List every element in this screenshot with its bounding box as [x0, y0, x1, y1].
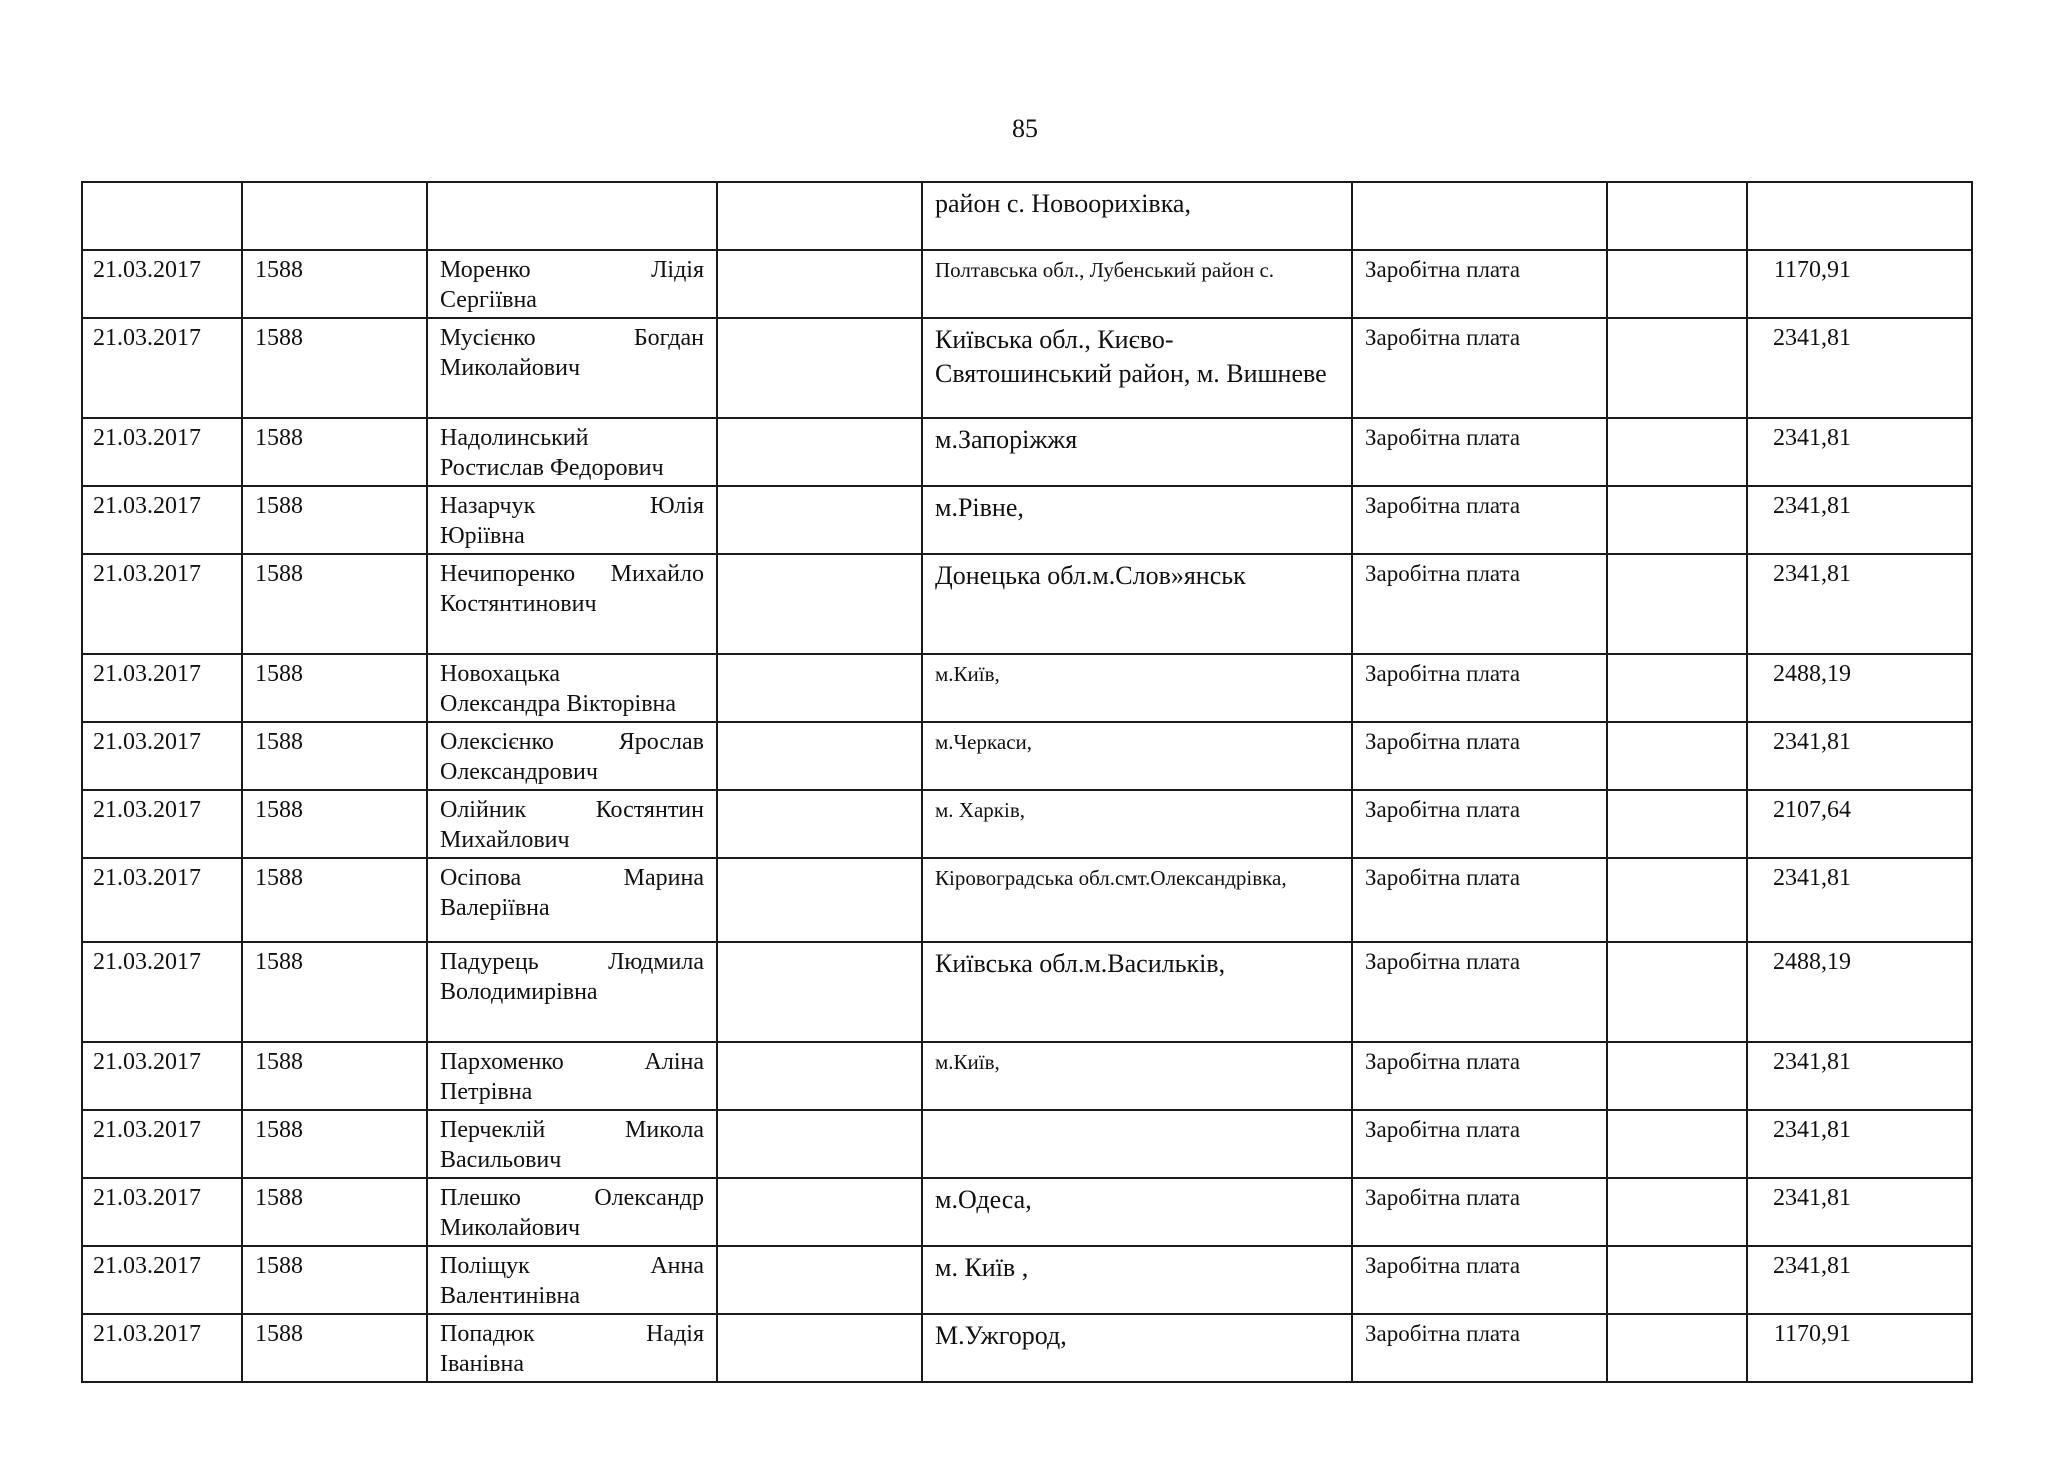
doc-number-text: 1588	[255, 661, 303, 687]
amount-cell	[1747, 1110, 1972, 1178]
name-cell	[427, 418, 717, 486]
doc-number-text: 1588	[255, 865, 303, 891]
payment-type-cell	[1352, 942, 1607, 1042]
amount-text: 1170,91	[1773, 1321, 1851, 1347]
address-text: м.Черкаси,	[935, 730, 1033, 754]
doc-number-text: 1588	[255, 325, 303, 351]
date-cell	[82, 654, 242, 722]
redacted-id-cell	[717, 722, 922, 790]
redacted-id-cell	[717, 1314, 922, 1382]
table-row	[82, 722, 1972, 790]
doc-number-cell	[242, 654, 427, 722]
amount-cell	[1747, 182, 1972, 250]
name-line-2: Ростислав Федорович	[440, 455, 664, 481]
amount-cell	[1747, 1042, 1972, 1110]
amount-cell	[1747, 1178, 1972, 1246]
amount-cell	[1747, 790, 1972, 858]
amount-text: 2341,81	[1773, 1185, 1851, 1211]
payment-type-cell	[1352, 486, 1607, 554]
doc-number-cell	[242, 318, 427, 418]
doc-number-text: 1588	[255, 493, 303, 519]
table-row	[82, 1246, 1972, 1314]
name-line-1: Нечипоренко Михайло	[440, 561, 704, 587]
address-cell	[922, 858, 1352, 942]
payment-type-text: Заробітна плата	[1365, 493, 1521, 518]
doc-number-text: 1588	[255, 1253, 303, 1279]
doc-number-cell	[242, 486, 427, 554]
name-line-1: Назарчук Юлія	[440, 493, 704, 519]
table-row	[82, 418, 1972, 486]
address-cell	[922, 418, 1352, 486]
amount-text: 2341,81	[1773, 561, 1851, 587]
name-cell	[427, 654, 717, 722]
empty-cell	[1607, 418, 1747, 486]
payment-type-text: Заробітна плата	[1365, 1185, 1521, 1210]
table-row	[82, 858, 1972, 942]
doc-number-cell	[242, 554, 427, 654]
payment-type-text: Заробітна плата	[1365, 1117, 1521, 1142]
payment-type-cell	[1352, 722, 1607, 790]
redacted-id-cell	[717, 486, 922, 554]
empty-cell	[1607, 182, 1747, 250]
date-cell	[82, 318, 242, 418]
address-cell	[922, 1042, 1352, 1110]
address-text: м. Київ ,	[935, 1253, 1029, 1282]
table-row	[82, 790, 1972, 858]
empty-cell	[1607, 654, 1747, 722]
amount-cell	[1747, 250, 1972, 318]
payment-type-text: Заробітна плата	[1365, 257, 1521, 282]
doc-number-cell	[242, 1110, 427, 1178]
amount-text: 2107,64	[1773, 797, 1851, 823]
date-text: 21.03.2017	[93, 949, 201, 975]
name-cell	[427, 1178, 717, 1246]
name-line-2: Олександрович	[440, 759, 598, 785]
payment-type-text: Заробітна плата	[1365, 1049, 1521, 1074]
amount-cell	[1747, 318, 1972, 418]
date-text: 21.03.2017	[93, 729, 201, 755]
name-line-2: Петрівна	[440, 1079, 533, 1105]
address-text: Донецька обл.м.Слов»янськ	[935, 561, 1246, 590]
address-text: м.Рівне,	[935, 493, 1024, 522]
payment-type-cell	[1352, 1314, 1607, 1382]
name-cell	[427, 250, 717, 318]
name-line-2: Михайлович	[440, 827, 570, 853]
address-text: Кіровоградська обл.смт.Олександрівка,	[935, 866, 1287, 890]
amount-cell	[1747, 1246, 1972, 1314]
date-text: 21.03.2017	[93, 561, 201, 587]
doc-number-text: 1588	[255, 1117, 303, 1143]
name-cell	[427, 486, 717, 554]
redacted-id-cell	[717, 858, 922, 942]
redacted-id-cell	[717, 942, 922, 1042]
doc-number-text: 1588	[255, 257, 303, 283]
address-cell	[922, 722, 1352, 790]
name-line-2: Васильович	[440, 1147, 562, 1173]
redacted-id-cell	[717, 250, 922, 318]
payment-type-text: Заробітна плата	[1365, 1253, 1521, 1278]
address-cell	[922, 942, 1352, 1042]
doc-number-text: 1588	[255, 425, 303, 451]
doc-number-cell	[242, 250, 427, 318]
payments-table	[81, 181, 1973, 1383]
address-text: м.Київ,	[935, 662, 1000, 686]
name-line-2: Володимирівна	[440, 979, 598, 1005]
payment-type-text: Заробітна плата	[1365, 325, 1521, 350]
amount-cell	[1747, 942, 1972, 1042]
date-cell	[82, 1178, 242, 1246]
name-line-1: Перчеклій Микола	[440, 1117, 704, 1143]
name-line-1: Попадюк Надія	[440, 1321, 704, 1347]
date-cell	[82, 250, 242, 318]
name-cell	[427, 1042, 717, 1110]
date-text: 21.03.2017	[93, 493, 201, 519]
name-line-1: Пархоменко Аліна	[440, 1049, 704, 1075]
address-cell	[922, 250, 1352, 318]
amount-text: 2341,81	[1773, 425, 1851, 451]
redacted-id-cell	[717, 790, 922, 858]
doc-number-cell	[242, 418, 427, 486]
date-text: 21.03.2017	[93, 1321, 201, 1347]
name-cell	[427, 1314, 717, 1382]
amount-cell	[1747, 722, 1972, 790]
name-cell	[427, 182, 717, 250]
payment-type-cell	[1352, 250, 1607, 318]
amount-cell	[1747, 486, 1972, 554]
name-cell	[427, 1110, 717, 1178]
date-cell	[82, 1246, 242, 1314]
name-line-2: Сергіївна	[440, 287, 537, 313]
address-cell	[922, 554, 1352, 654]
date-text: 21.03.2017	[93, 1117, 201, 1143]
date-cell	[82, 418, 242, 486]
amount-text: 1170,91	[1773, 257, 1851, 283]
doc-number-text: 1588	[255, 1049, 303, 1075]
payment-type-cell	[1352, 1042, 1607, 1110]
date-text: 21.03.2017	[93, 425, 201, 451]
address-text: м.Запоріжжя	[935, 425, 1078, 454]
address-cell	[922, 1110, 1352, 1178]
name-cell	[427, 858, 717, 942]
address-cell	[922, 182, 1352, 250]
doc-number-cell	[242, 182, 427, 250]
date-cell	[82, 486, 242, 554]
payment-type-cell	[1352, 1178, 1607, 1246]
table-row	[82, 486, 1972, 554]
name-line-2: Миколайович	[440, 355, 581, 381]
empty-cell	[1607, 318, 1747, 418]
amount-text: 2341,81	[1773, 729, 1851, 755]
empty-cell	[1607, 554, 1747, 654]
amount-text: 2341,81	[1773, 1253, 1851, 1279]
date-cell	[82, 554, 242, 654]
address-text: м.Київ,	[935, 1050, 1000, 1074]
name-cell	[427, 942, 717, 1042]
continuation-row	[82, 182, 1972, 250]
name-line-2: Костянтинович	[440, 591, 597, 617]
empty-cell	[1607, 250, 1747, 318]
payment-type-cell	[1352, 318, 1607, 418]
doc-number-text: 1588	[255, 1185, 303, 1211]
redacted-id-cell	[717, 1110, 922, 1178]
amount-cell	[1747, 554, 1972, 654]
doc-number-text: 1588	[255, 949, 303, 975]
table-row	[82, 318, 1972, 418]
name-cell	[427, 554, 717, 654]
amount-cell	[1747, 418, 1972, 486]
payment-type-cell	[1352, 418, 1607, 486]
doc-number-cell	[242, 1178, 427, 1246]
payment-type-text: Заробітна плата	[1365, 865, 1521, 890]
name-cell	[427, 318, 717, 418]
name-line-2: Валентинівна	[440, 1283, 581, 1309]
table-row	[82, 942, 1972, 1042]
amount-text: 2341,81	[1773, 865, 1851, 891]
doc-number-cell	[242, 790, 427, 858]
amount-cell	[1747, 1314, 1972, 1382]
payment-type-text: Заробітна плата	[1365, 661, 1521, 686]
empty-cell	[1607, 1178, 1747, 1246]
redacted-id-cell	[717, 654, 922, 722]
amount-cell	[1747, 858, 1972, 942]
payment-type-cell	[1352, 554, 1607, 654]
redacted-id-cell	[717, 318, 922, 418]
payment-type-text: Заробітна плата	[1365, 949, 1521, 974]
doc-number-cell	[242, 722, 427, 790]
table-row	[82, 1178, 1972, 1246]
date-cell	[82, 182, 242, 250]
name-line-1: Падурець Людмила	[440, 949, 704, 975]
amount-text: 2341,81	[1773, 493, 1851, 519]
date-text: 21.03.2017	[93, 865, 201, 891]
doc-number-cell	[242, 1314, 427, 1382]
table-row	[82, 1042, 1972, 1110]
name-line-2: Валеріївна	[440, 895, 550, 921]
doc-number-text: 1588	[255, 797, 303, 823]
address-cell	[922, 1246, 1352, 1314]
name-cell	[427, 1246, 717, 1314]
name-line-1: Мусієнко Богдан	[440, 325, 704, 351]
redacted-id-cell	[717, 418, 922, 486]
amount-cell	[1747, 654, 1972, 722]
payment-type-text: Заробітна плата	[1365, 729, 1521, 754]
empty-cell	[1607, 1110, 1747, 1178]
doc-number-cell	[242, 942, 427, 1042]
address-text: м.Одеса,	[935, 1185, 1032, 1214]
page-number: 85	[1012, 114, 1038, 143]
amount-text: 2341,81	[1773, 325, 1851, 351]
empty-cell	[1607, 1042, 1747, 1110]
name-line-2: Миколайович	[440, 1215, 581, 1241]
redacted-id-cell	[717, 1178, 922, 1246]
date-text: 21.03.2017	[93, 1049, 201, 1075]
empty-cell	[1607, 942, 1747, 1042]
empty-cell	[1607, 790, 1747, 858]
table-row	[82, 250, 1972, 318]
table-row	[82, 654, 1972, 722]
address-cell	[922, 654, 1352, 722]
address-cell	[922, 486, 1352, 554]
date-text: 21.03.2017	[93, 1185, 201, 1211]
payment-type-cell	[1352, 858, 1607, 942]
date-cell	[82, 1314, 242, 1382]
doc-number-text: 1588	[255, 561, 303, 587]
redacted-id-cell	[717, 1246, 922, 1314]
date-cell	[82, 858, 242, 942]
address-text: Полтавська обл., Лубенський район с.	[935, 258, 1275, 282]
empty-cell	[1607, 1246, 1747, 1314]
address-text: м. Харків,	[935, 798, 1025, 822]
redacted-id-cell	[717, 182, 922, 250]
date-cell	[82, 722, 242, 790]
payment-type-cell	[1352, 1246, 1607, 1314]
name-line-2: Олександра Вікторівна	[440, 691, 677, 717]
amount-text: 2341,81	[1773, 1117, 1851, 1143]
address-text: Київська обл.м.Васильків,	[935, 949, 1226, 978]
empty-cell	[1607, 1314, 1747, 1382]
name-cell	[427, 722, 717, 790]
empty-cell	[1607, 486, 1747, 554]
name-line-2: Іванівна	[440, 1351, 524, 1377]
address-cell	[922, 790, 1352, 858]
name-line-1: Надолинський	[440, 425, 589, 451]
redacted-id-cell	[717, 554, 922, 654]
name-cell	[427, 790, 717, 858]
date-text: 21.03.2017	[93, 257, 201, 283]
amount-text: 2488,19	[1773, 661, 1851, 687]
doc-number-text: 1588	[255, 1321, 303, 1347]
payment-type-text: Заробітна плата	[1365, 1321, 1521, 1346]
payment-type-cell	[1352, 1110, 1607, 1178]
date-cell	[82, 1110, 242, 1178]
address-text: Київська обл., Києво-Святошинський район, м. Вишневе	[935, 325, 1327, 388]
doc-number-cell	[242, 1246, 427, 1314]
name-line-1: Поліщук Анна	[440, 1253, 704, 1279]
payment-type-cell	[1352, 654, 1607, 722]
address-cell	[922, 318, 1352, 418]
payment-type-text: Заробітна плата	[1365, 425, 1521, 450]
table-row	[82, 554, 1972, 654]
amount-text: 2341,81	[1773, 1049, 1851, 1075]
date-text: 21.03.2017	[93, 797, 201, 823]
date-text: 21.03.2017	[93, 661, 201, 687]
doc-number-cell	[242, 1042, 427, 1110]
name-line-1: Плешко Олександр	[440, 1185, 704, 1211]
payment-type-text: Заробітна плата	[1365, 797, 1521, 822]
name-line-1: Моренко Лідія	[440, 257, 704, 283]
empty-cell	[1607, 722, 1747, 790]
empty-cell	[1607, 858, 1747, 942]
address-text: район с. Новоорихівка,	[935, 189, 1191, 218]
name-line-1: Олійник Костянтин	[440, 797, 704, 823]
address-cell	[922, 1178, 1352, 1246]
name-line-2: Юріївна	[440, 523, 525, 549]
payment-type-text: Заробітна плата	[1365, 561, 1521, 586]
date-cell	[82, 1042, 242, 1110]
table-row	[82, 1314, 1972, 1382]
name-line-1: Осіпова Марина	[440, 865, 704, 891]
name-line-1: Новохацька	[440, 661, 560, 687]
date-text: 21.03.2017	[93, 1253, 201, 1279]
date-text: 21.03.2017	[93, 325, 201, 351]
amount-text: 2488,19	[1773, 949, 1851, 975]
address-cell	[922, 1314, 1352, 1382]
name-line-1: Олексієнко Ярослав	[440, 729, 704, 755]
address-text: М.Ужгород,	[935, 1321, 1067, 1350]
date-cell	[82, 942, 242, 1042]
redacted-id-cell	[717, 1042, 922, 1110]
date-cell	[82, 790, 242, 858]
doc-number-text: 1588	[255, 729, 303, 755]
payment-type-cell	[1352, 182, 1607, 250]
payment-type-cell	[1352, 790, 1607, 858]
doc-number-cell	[242, 858, 427, 942]
table-row	[82, 1110, 1972, 1178]
